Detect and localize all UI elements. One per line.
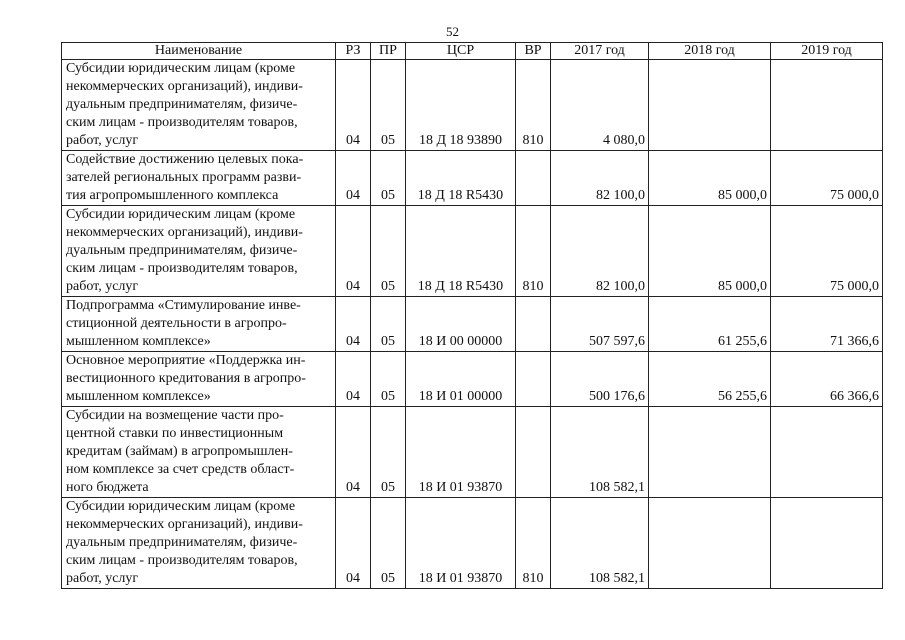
cell-2019 <box>771 498 883 589</box>
cell-name-line: ном комплексе за счет средств област- <box>66 462 295 477</box>
cell-vr <box>516 151 551 206</box>
header-csr: ЦСР <box>406 43 516 60</box>
header-pr: ПР <box>371 43 406 60</box>
cell-2018: 61 255,6 <box>649 297 771 352</box>
table-row <box>62 297 883 352</box>
cell-2017: 4 080,0 <box>551 60 649 151</box>
cell-name-line: Субсидии юридическим лицам (кроме <box>66 61 296 76</box>
cell-pr: 05 <box>371 297 406 352</box>
cell-name-line: тия агропромышленного комплекса <box>66 188 279 203</box>
cell-name-line: Субсидии на возмещение части про- <box>66 408 284 423</box>
cell-name <box>62 151 336 206</box>
cell-2017: 108 582,1 <box>551 407 649 498</box>
cell-2019 <box>771 60 883 151</box>
cell-name-line: вестиционного кредитования в агропро- <box>66 371 306 386</box>
cell-name-line: мышленном комплексе» <box>66 334 211 349</box>
cell-2018: 85 000,0 <box>649 151 771 206</box>
cell-csr: 18 И 00 00000 <box>406 297 516 352</box>
cell-name-line: зателей региональных программ разви- <box>66 170 302 185</box>
cell-name-line: некоммерческих организаций), индиви- <box>66 79 303 94</box>
page-number: 52 <box>446 24 459 39</box>
table-row <box>62 498 883 589</box>
cell-pr: 05 <box>371 151 406 206</box>
cell-name-line: ским лицам - производителям товаров, <box>66 261 298 276</box>
cell-vr <box>516 407 551 498</box>
cell-name <box>62 352 336 407</box>
cell-name-line: дуальным предпринимателям, физиче- <box>66 535 298 550</box>
table-row <box>62 352 883 407</box>
budget-table <box>61 42 883 589</box>
header-rz: РЗ <box>336 43 371 60</box>
cell-name-line: некоммерческих организаций), индиви- <box>66 517 303 532</box>
cell-2017: 108 582,1 <box>551 498 649 589</box>
cell-vr: 810 <box>516 498 551 589</box>
header-2017: 2017 год <box>551 43 649 60</box>
cell-name-line: Субсидии юридическим лицам (кроме <box>66 207 296 222</box>
cell-name-line: стиционной деятельности в агропро- <box>66 316 287 331</box>
cell-2019: 66 366,6 <box>771 352 883 407</box>
cell-name-line: кредитам (займам) в агропромышлен- <box>66 444 293 459</box>
cell-csr: 18 И 01 93870 <box>406 407 516 498</box>
cell-vr: 810 <box>516 60 551 151</box>
cell-rz: 04 <box>336 151 371 206</box>
cell-csr: 18 Д 18 R5430 <box>406 151 516 206</box>
cell-2019: 75 000,0 <box>771 151 883 206</box>
cell-name-line: некоммерческих организаций), индиви- <box>66 225 303 240</box>
header-2019: 2019 год <box>771 43 883 60</box>
cell-2018 <box>649 60 771 151</box>
cell-vr <box>516 352 551 407</box>
cell-name-line: дуальным предпринимателям, физиче- <box>66 97 298 112</box>
cell-name-line: дуальным предпринимателям, физиче- <box>66 243 298 258</box>
cell-csr: 18 И 01 93870 <box>406 498 516 589</box>
cell-pr: 05 <box>371 352 406 407</box>
table-row <box>62 206 883 297</box>
cell-name-line: ским лицам - производителям товаров, <box>66 553 298 568</box>
cell-name-line: Содействие достижению целевых пока- <box>66 152 304 167</box>
cell-2018: 56 255,6 <box>649 352 771 407</box>
table-row <box>62 60 883 151</box>
cell-pr: 05 <box>371 60 406 151</box>
table-row <box>62 407 883 498</box>
cell-name <box>62 297 336 352</box>
cell-csr: 18 И 01 00000 <box>406 352 516 407</box>
cell-2018 <box>649 498 771 589</box>
cell-name <box>62 206 336 297</box>
cell-rz: 04 <box>336 498 371 589</box>
cell-2019: 75 000,0 <box>771 206 883 297</box>
cell-name-line: работ, услуг <box>66 133 139 148</box>
cell-name-line: центной ставки по инвестиционным <box>66 426 284 441</box>
cell-rz: 04 <box>336 407 371 498</box>
cell-name <box>62 407 336 498</box>
cell-2018 <box>649 407 771 498</box>
cell-csr: 18 Д 18 93890 <box>406 60 516 151</box>
cell-vr: 810 <box>516 206 551 297</box>
cell-2017: 500 176,6 <box>551 352 649 407</box>
cell-name-line: Подпрограмма «Стимулирование инве- <box>66 298 301 313</box>
header-name: Наименование <box>62 43 336 60</box>
cell-rz: 04 <box>336 352 371 407</box>
cell-name-line: работ, услуг <box>66 279 139 294</box>
cell-name-line: работ, услуг <box>66 571 139 586</box>
cell-csr: 18 Д 18 R5430 <box>406 206 516 297</box>
cell-rz: 04 <box>336 206 371 297</box>
cell-2017: 82 100,0 <box>551 206 649 297</box>
header-vr: ВР <box>516 43 551 60</box>
cell-rz: 04 <box>336 60 371 151</box>
cell-2017: 507 597,6 <box>551 297 649 352</box>
cell-name-line: ного бюджета <box>66 480 149 495</box>
cell-pr: 05 <box>371 407 406 498</box>
cell-rz: 04 <box>336 297 371 352</box>
cell-2019 <box>771 407 883 498</box>
cell-vr <box>516 297 551 352</box>
cell-name-line: мышленном комплексе» <box>66 389 211 404</box>
table-body <box>62 60 883 589</box>
header-2018: 2018 год <box>649 43 771 60</box>
cell-name-line: ским лицам - производителям товаров, <box>66 115 298 130</box>
cell-2017: 82 100,0 <box>551 151 649 206</box>
cell-name-line: Основное мероприятие «Поддержка ин- <box>66 353 306 368</box>
cell-2018: 85 000,0 <box>649 206 771 297</box>
cell-name-line: Субсидии юридическим лицам (кроме <box>66 499 296 514</box>
cell-pr: 05 <box>371 206 406 297</box>
table-row <box>62 151 883 206</box>
cell-name <box>62 498 336 589</box>
table-header-row <box>62 43 883 60</box>
cell-name <box>62 60 336 151</box>
cell-2019: 71 366,6 <box>771 297 883 352</box>
cell-pr: 05 <box>371 498 406 589</box>
